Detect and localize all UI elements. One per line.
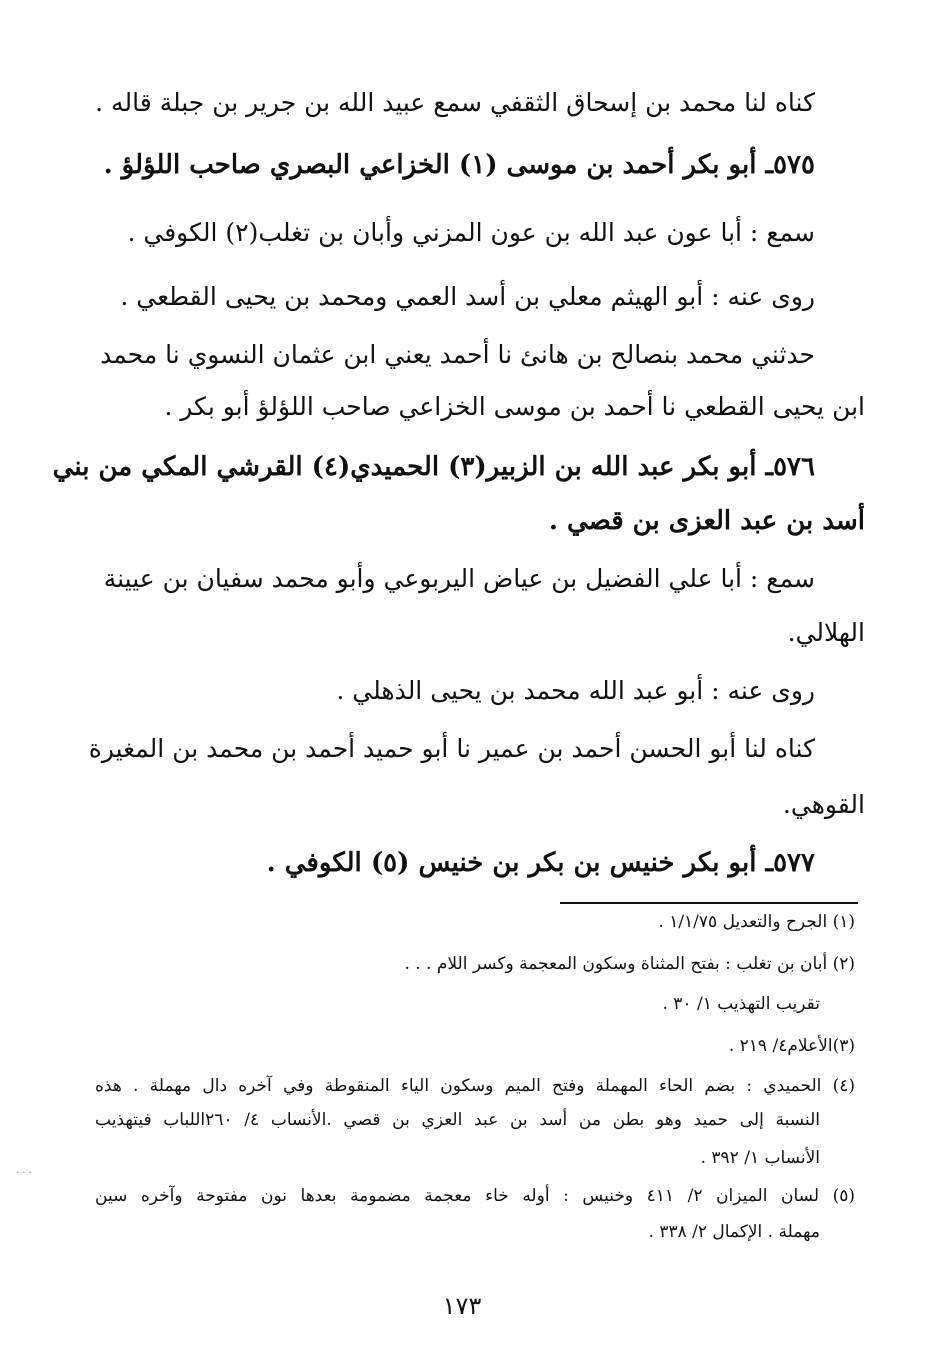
text-line: كناه لنا محمد بن إسحاق الثقفي سمع عبيد الله بن جرير بن جبلة قاله . — [95, 88, 815, 117]
entry-heading-575: ٥٧٥ـ أبو بكر أحمد بن موسى (١) الخزاعي البصري صاحب اللؤلؤ . — [103, 150, 815, 180]
footnote-line: (١) الجرح والتعديل ١/١/٧٥ . — [658, 912, 855, 932]
footnote-line: (٢) أبان بن تغلب : بفتح المثناة وسكون المعجمة وكسر اللام . . . — [404, 954, 855, 974]
footnote-line: تقريب التهذيب ١/ ٣٠ . — [662, 994, 820, 1014]
page-number: ١٧٣ — [442, 1292, 482, 1320]
text-line: كناه لنا أبو الحسن أحمد بن عمير نا أبو حميد أحمد بن محمد بن المغيرة — [88, 734, 815, 763]
entry-heading-577: ٥٧٧ـ أبو بكر خنيس بن بكر بن خنيس (٥) الكوفي . — [266, 848, 815, 878]
footnote-line: (٤) الحميدي : بضم الحاء المهملة وفتح الميم وسكون الياء المنقوطة وفي آخره دال مهملة . هذه — [95, 1076, 855, 1096]
text-line: القوهي. — [782, 790, 865, 819]
entry-heading-576: ٥٧٦ـ أبو بكر عبد الله بن الزبير(٣) الحميدي(٤) القرشي المكي من بني — [52, 452, 815, 482]
footnote-line: النسبة إلى حميد وهو بطن من أسد بن عبد العزي بن قصي .الأنساب ٤/ ٢٦٠اللباب فيتهذيب — [95, 1110, 820, 1130]
text-line: سمع : أبا علي الفضيل بن عياض اليربوعي وأبو محمد سفيان بن عيينة — [103, 564, 815, 593]
entry-heading-576-cont: أسد بن عبد العزى بن قصي . — [548, 506, 865, 536]
text-line: روى عنه : أبو الهيثم معلي بن أسد العمي ومحمد بن يحيى القطعي . — [120, 282, 815, 311]
footnote-separator — [560, 902, 858, 904]
footnote-line: الأنساب ١/ ٣٩٢ . — [700, 1148, 820, 1168]
text-line: سمع : أبا عون عبد الله بن عون المزني وأبان بن تغلب(٢) الكوفي . — [127, 218, 815, 247]
text-line: الهلالي. — [787, 618, 865, 647]
text-line: ابن يحيى القطعي نا أحمد بن موسى الخزاعي صاحب اللؤلؤ أبو بكر . — [164, 392, 865, 421]
footnote-line: مهملة . الإكمال ٢/ ٣٣٨ . — [648, 1222, 820, 1242]
scan-speck: · · · — [16, 1168, 32, 1179]
text-line: روى عنه : أبو عبد الله محمد بن يحيى الذهلي . — [336, 676, 815, 705]
footnote-line: (٣)الأعلام٤/ ٢١٩ . — [728, 1036, 855, 1056]
footnote-line: (٥) لسان الميزان ٢/ ٤١١ وخنيس : أوله خاء معجمة مضمومة بعدها نون مفتوحة وآخره سين — [95, 1186, 855, 1206]
text-line: حدثني محمد بنصالح بن هانئ نا أحمد يعني ابن عثمان النسوي نا محمد — [100, 340, 815, 369]
